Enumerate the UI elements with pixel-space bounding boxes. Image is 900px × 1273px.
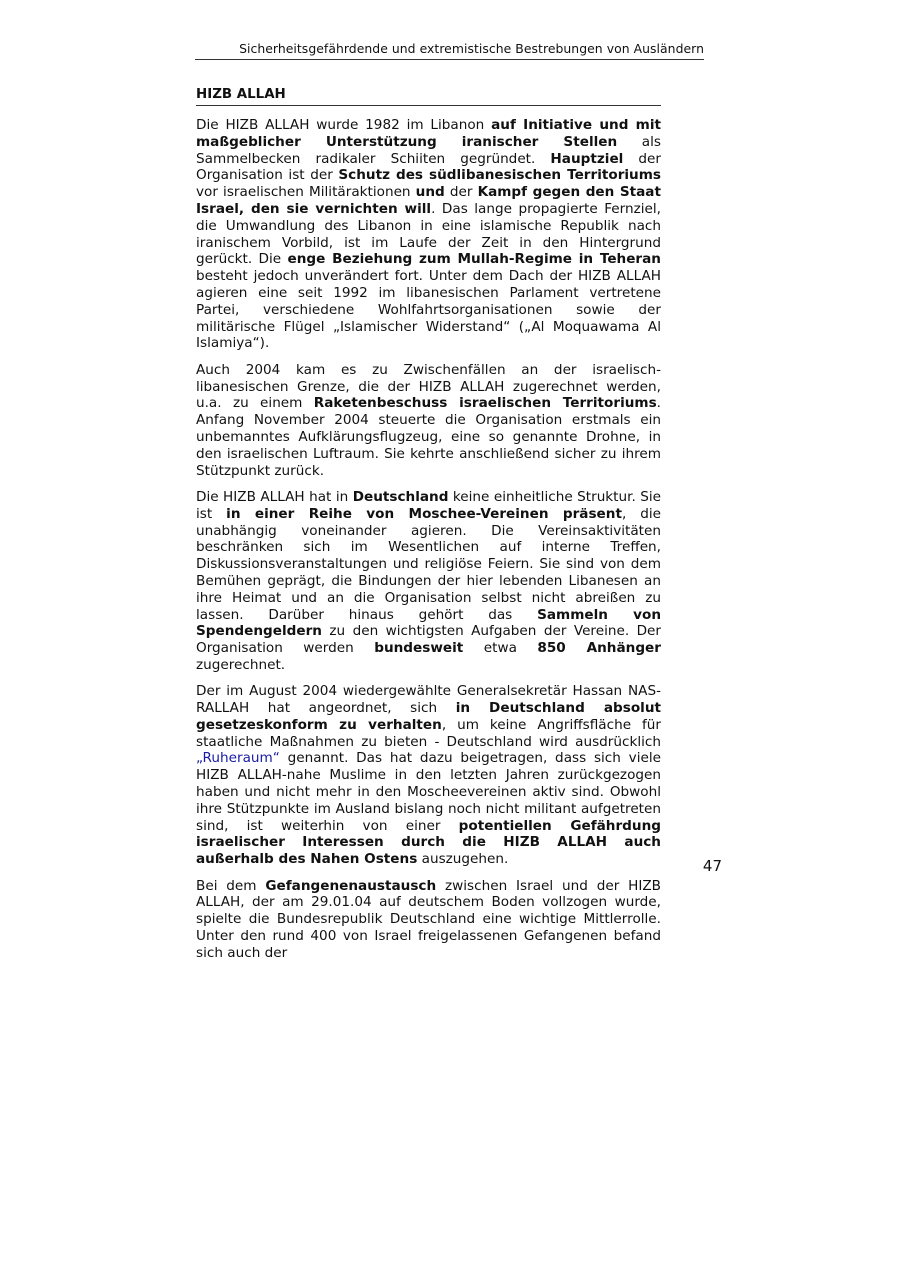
bold-text-run: und xyxy=(415,184,445,201)
bold-text-run: Hauptziel xyxy=(550,150,624,167)
body-paragraph xyxy=(196,489,661,674)
body-paragraph xyxy=(196,683,661,868)
page-number: 47 xyxy=(702,857,722,875)
text-run: als Sammelbecken radikaler Schiiten gegründet. xyxy=(196,133,661,167)
text-run: etwa xyxy=(463,640,538,657)
text-run: vor israelischen Militäraktionen xyxy=(196,184,416,201)
text-run: Der im August 2004 wiedergewählte Generalsekretär Hassan NASRALLAH hat angeordnet, sich xyxy=(196,683,661,717)
bold-text-run: Sammeln von Spendengeldern xyxy=(196,606,661,640)
bold-text-run: Schutz des südlibanesischen Territoriums xyxy=(338,167,661,184)
section-title: HIZB ALLAH xyxy=(196,86,661,106)
bold-text-run: bundesweit xyxy=(374,640,464,657)
text-run: . Anfang November 2004 steuerte die Organisation erstmals ein unbemanntes Aufklärungsflugzeug, eine so genannte Drohne, in den israelischen Luftraum. Sie kehrte anschließend sicher zu ihrem Stützpunkt zurück. xyxy=(196,395,661,479)
text-run: zwischen Israel und der HIZB ALLAH, der am 29.01.04 auf deutschem Boden vollzogen wurde, spielte die Bundesrepublik Deutschland eine wichtige Mittlerrolle. Unter den rund 400 von Israel freigelassenen Gefangenen befand sich auch der xyxy=(196,877,661,961)
text-run: , die unabhängig voneinander agieren. Die Vereinsaktivitäten beschränken sich im Wesentlichen auf interne Treffen, Diskussionsveranstaltungen und religiöse Feiern. Sie sind von dem Bemühen geprägt, die Bindungen der hier lebenden Libanesen an ihre Heimat und an die Organisation selbst nicht abreißen zu lassen. Darüber hinaus gehört das xyxy=(196,505,661,623)
bold-text-run: in Deutschland absolut gesetzeskonform zu verhalten xyxy=(196,700,661,733)
text-run: besteht jedoch unverändert fort. Unter dem Dach der HIZB ALLAH agieren eine seit 1992 im libanesischen Parlament vertretene Partei, verschiedene Wohlfahrtsorganisationen sowie der militärische Flügel „Islamischer Widerstand“ („Al Moquawama Al Islamiya“). xyxy=(196,268,661,352)
bold-text-run: in einer Reihe von Moschee-Vereinen präsent xyxy=(226,505,622,522)
running-header: Sicherheitsgefährdende und extremistische Bestrebungen von Ausländern xyxy=(195,40,704,60)
quote-link[interactable]: „Ruheraum“ xyxy=(196,750,280,767)
body-paragraph xyxy=(196,878,661,962)
text-run: der Organisation ist der xyxy=(196,150,662,184)
text-run: zu den wichtigsten Aufgaben der Vereine. Der Organisation werden xyxy=(196,623,661,657)
bold-text-run: potentiellen Gefährdung israelischer Interessen durch die HIZB ALLAH auch außerhalb des Nahen Ostens xyxy=(196,817,661,868)
text-run: Auch 2004 kam es zu Zwischenfällen an der israelisch-libanesischen Grenze, die der HIZB ALLAH zugerechnet werden, u.a. zu einem xyxy=(196,361,661,412)
bold-text-run: auf Initiative und mit maßgeblicher Unterstützung iranischer Stellen xyxy=(196,117,661,150)
text-run: Die HIZB ALLAH hat in xyxy=(196,488,353,505)
bold-text-run: 850 Anhänger xyxy=(537,640,661,657)
bold-text-run: Raketenbeschuss israelischen Territoriums xyxy=(313,395,657,412)
bold-text-run: Kampf gegen den Staat Israel, den sie vernichten will xyxy=(196,184,661,217)
text-run: Die HIZB ALLAH wurde 1982 im Libanon xyxy=(196,117,492,133)
text-run: Bei dem xyxy=(196,877,266,894)
body-paragraph xyxy=(196,117,661,352)
bold-text-run: Gefangenenaustausch xyxy=(265,877,437,894)
text-run: genannt. Das hat dazu beigetragen, dass sich viele HIZB ALLAH-nahe Muslime in den letzten Jahren zurückgezogen haben und nicht mehr in den Moscheevereinen aktiv sind. Obwohl ihre Stützpunkte im Ausland bislang noch nicht militant aufgetreten sind, ist weiterhin von einer xyxy=(196,750,661,834)
bold-text-run: Deutschland xyxy=(352,488,449,505)
text-run: keine einheitliche Struktur. Sie ist xyxy=(196,488,662,522)
text-run: . Das lange propagierte Fernziel, die Umwandlung des Libanon in eine islamische Republik nach iranischem Vorbild, ist im Laufe der Zeit in den Hintergrund gerückt. Die xyxy=(196,200,661,268)
body-paragraph xyxy=(196,362,661,480)
paragraphs xyxy=(196,117,661,962)
bold-text-run: enge Beziehung zum Mullah-Regime in Teheran xyxy=(287,251,661,268)
main-content xyxy=(196,86,661,971)
text-run: , um keine Angriffsfläche für staatliche Maßnahmen zu bieten - Deutschland wird ausdrücklich xyxy=(196,716,661,750)
text-run: der xyxy=(444,184,478,201)
text-run: auszugehen. xyxy=(417,851,509,868)
text-run: zugerechnet. xyxy=(196,656,286,673)
